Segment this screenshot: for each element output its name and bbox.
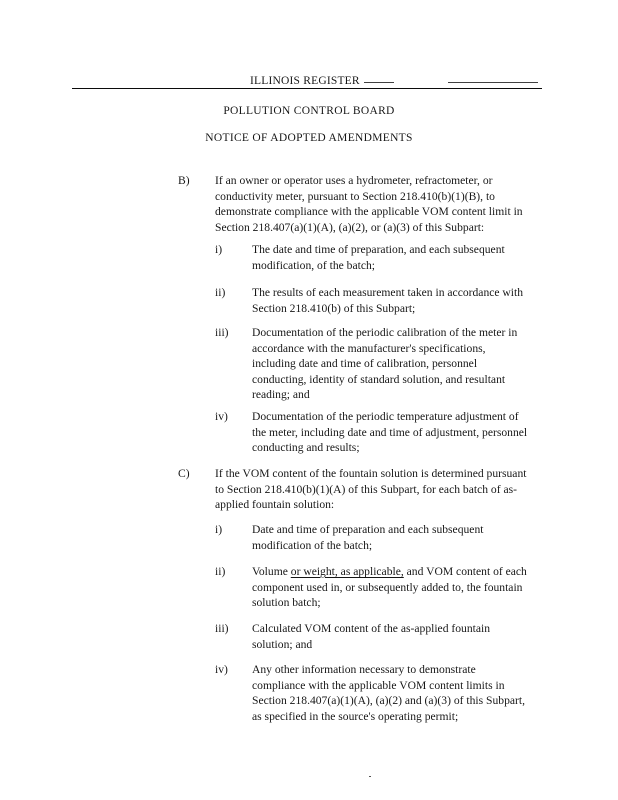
text-line: Section 218.407(a)(1)(A), (a)(2), or (a)(3) of this Subpart:: [215, 220, 485, 234]
header-rule: [72, 88, 542, 89]
section-label: B): [178, 174, 190, 187]
section-label: C): [178, 467, 190, 480]
header-smudge: [364, 82, 394, 83]
list-item: [252, 285, 523, 316]
item-label: i): [215, 523, 223, 536]
header-smudge: [448, 82, 538, 83]
item-label: iii): [215, 326, 229, 339]
text-line: Section 218.407(a)(1)(A), (a)(2) and (a)(3) of this Subpart,: [252, 694, 526, 708]
text-line: solution; and: [252, 637, 313, 651]
text-line: conducting and results;: [252, 441, 360, 455]
text-line: [252, 564, 527, 580]
text-line: Section 218.410(b) of this Subpart;: [252, 301, 416, 315]
section-intro: [215, 173, 523, 235]
inserted-text: or weight, as applicable,: [290, 565, 404, 578]
text-line: the meter, including date and time of adjustment, personnel: [252, 425, 528, 439]
text-line: If an owner or operator uses a hydrometer, refractometer, or: [215, 174, 493, 187]
text-line: conductivity meter, pursuant to Section 218.410(b)(1)(B), to: [215, 189, 495, 203]
list-item: [252, 621, 490, 652]
notice-title: NOTICE OF ADOPTED AMENDMENTS: [205, 132, 413, 144]
text-line: modification, of the batch;: [252, 258, 375, 272]
section-intro: [215, 466, 526, 513]
list-item: [252, 409, 527, 456]
text-line: component used in, or subsequently added to, the fountain: [252, 580, 523, 594]
text-line: The results of each measurement taken in accordance with: [252, 286, 524, 299]
text-line: modification of the batch;: [252, 538, 373, 552]
text-line: solution batch;: [252, 596, 321, 610]
text-run: Volume: [252, 565, 291, 578]
text-line: reading; and: [252, 388, 310, 402]
list-item: [252, 325, 517, 403]
item-label: i): [215, 243, 223, 256]
item-label: iii): [215, 622, 229, 635]
text-line: Any other information necessary to demonstrate: [252, 663, 476, 676]
text-line: Calculated VOM content of the as-applied fountain: [252, 622, 491, 635]
text-line: Date and time of preparation and each subsequent: [252, 523, 484, 536]
text-line: Documentation of the periodic calibration of the meter in: [252, 326, 518, 339]
list-item: [252, 662, 525, 724]
item-label: ii): [215, 565, 226, 578]
item-label: ii): [215, 286, 226, 299]
item-label: iv): [215, 663, 228, 676]
scan-speck: [369, 776, 371, 777]
text-line: demonstrate compliance with the applicable VOM content limit in: [215, 205, 523, 219]
board-title: POLLUTION CONTROL BOARD: [223, 105, 395, 117]
list-item: [252, 242, 505, 273]
item-label: iv): [215, 410, 228, 423]
text-line: The date and time of preparation, and each subsequent: [252, 243, 505, 256]
text-line: including date and time of calibration, personnel: [252, 357, 478, 371]
register-title: ILLINOIS REGISTER: [250, 75, 360, 87]
list-item: [252, 522, 483, 553]
text-line: to Section 218.410(b)(1)(A) of this Subpart, for each batch of as-: [215, 482, 517, 496]
text-line: conducting, identity of standard solution, and resultant: [252, 372, 506, 386]
text-line: applied fountain solution:: [215, 498, 335, 512]
text-line: compliance with the applicable VOM content limits in: [252, 678, 505, 692]
text-run: and VOM content of each: [403, 565, 527, 578]
text-line: accordance with the manufacturer's specifications,: [252, 341, 486, 355]
text-line: Documentation of the periodic temperature adjustment of: [252, 410, 519, 423]
text-line: as specified in the source's operating permit;: [252, 709, 459, 723]
text-line: If the VOM content of the fountain solution is determined pursuant: [215, 467, 527, 480]
list-item: [252, 564, 527, 611]
